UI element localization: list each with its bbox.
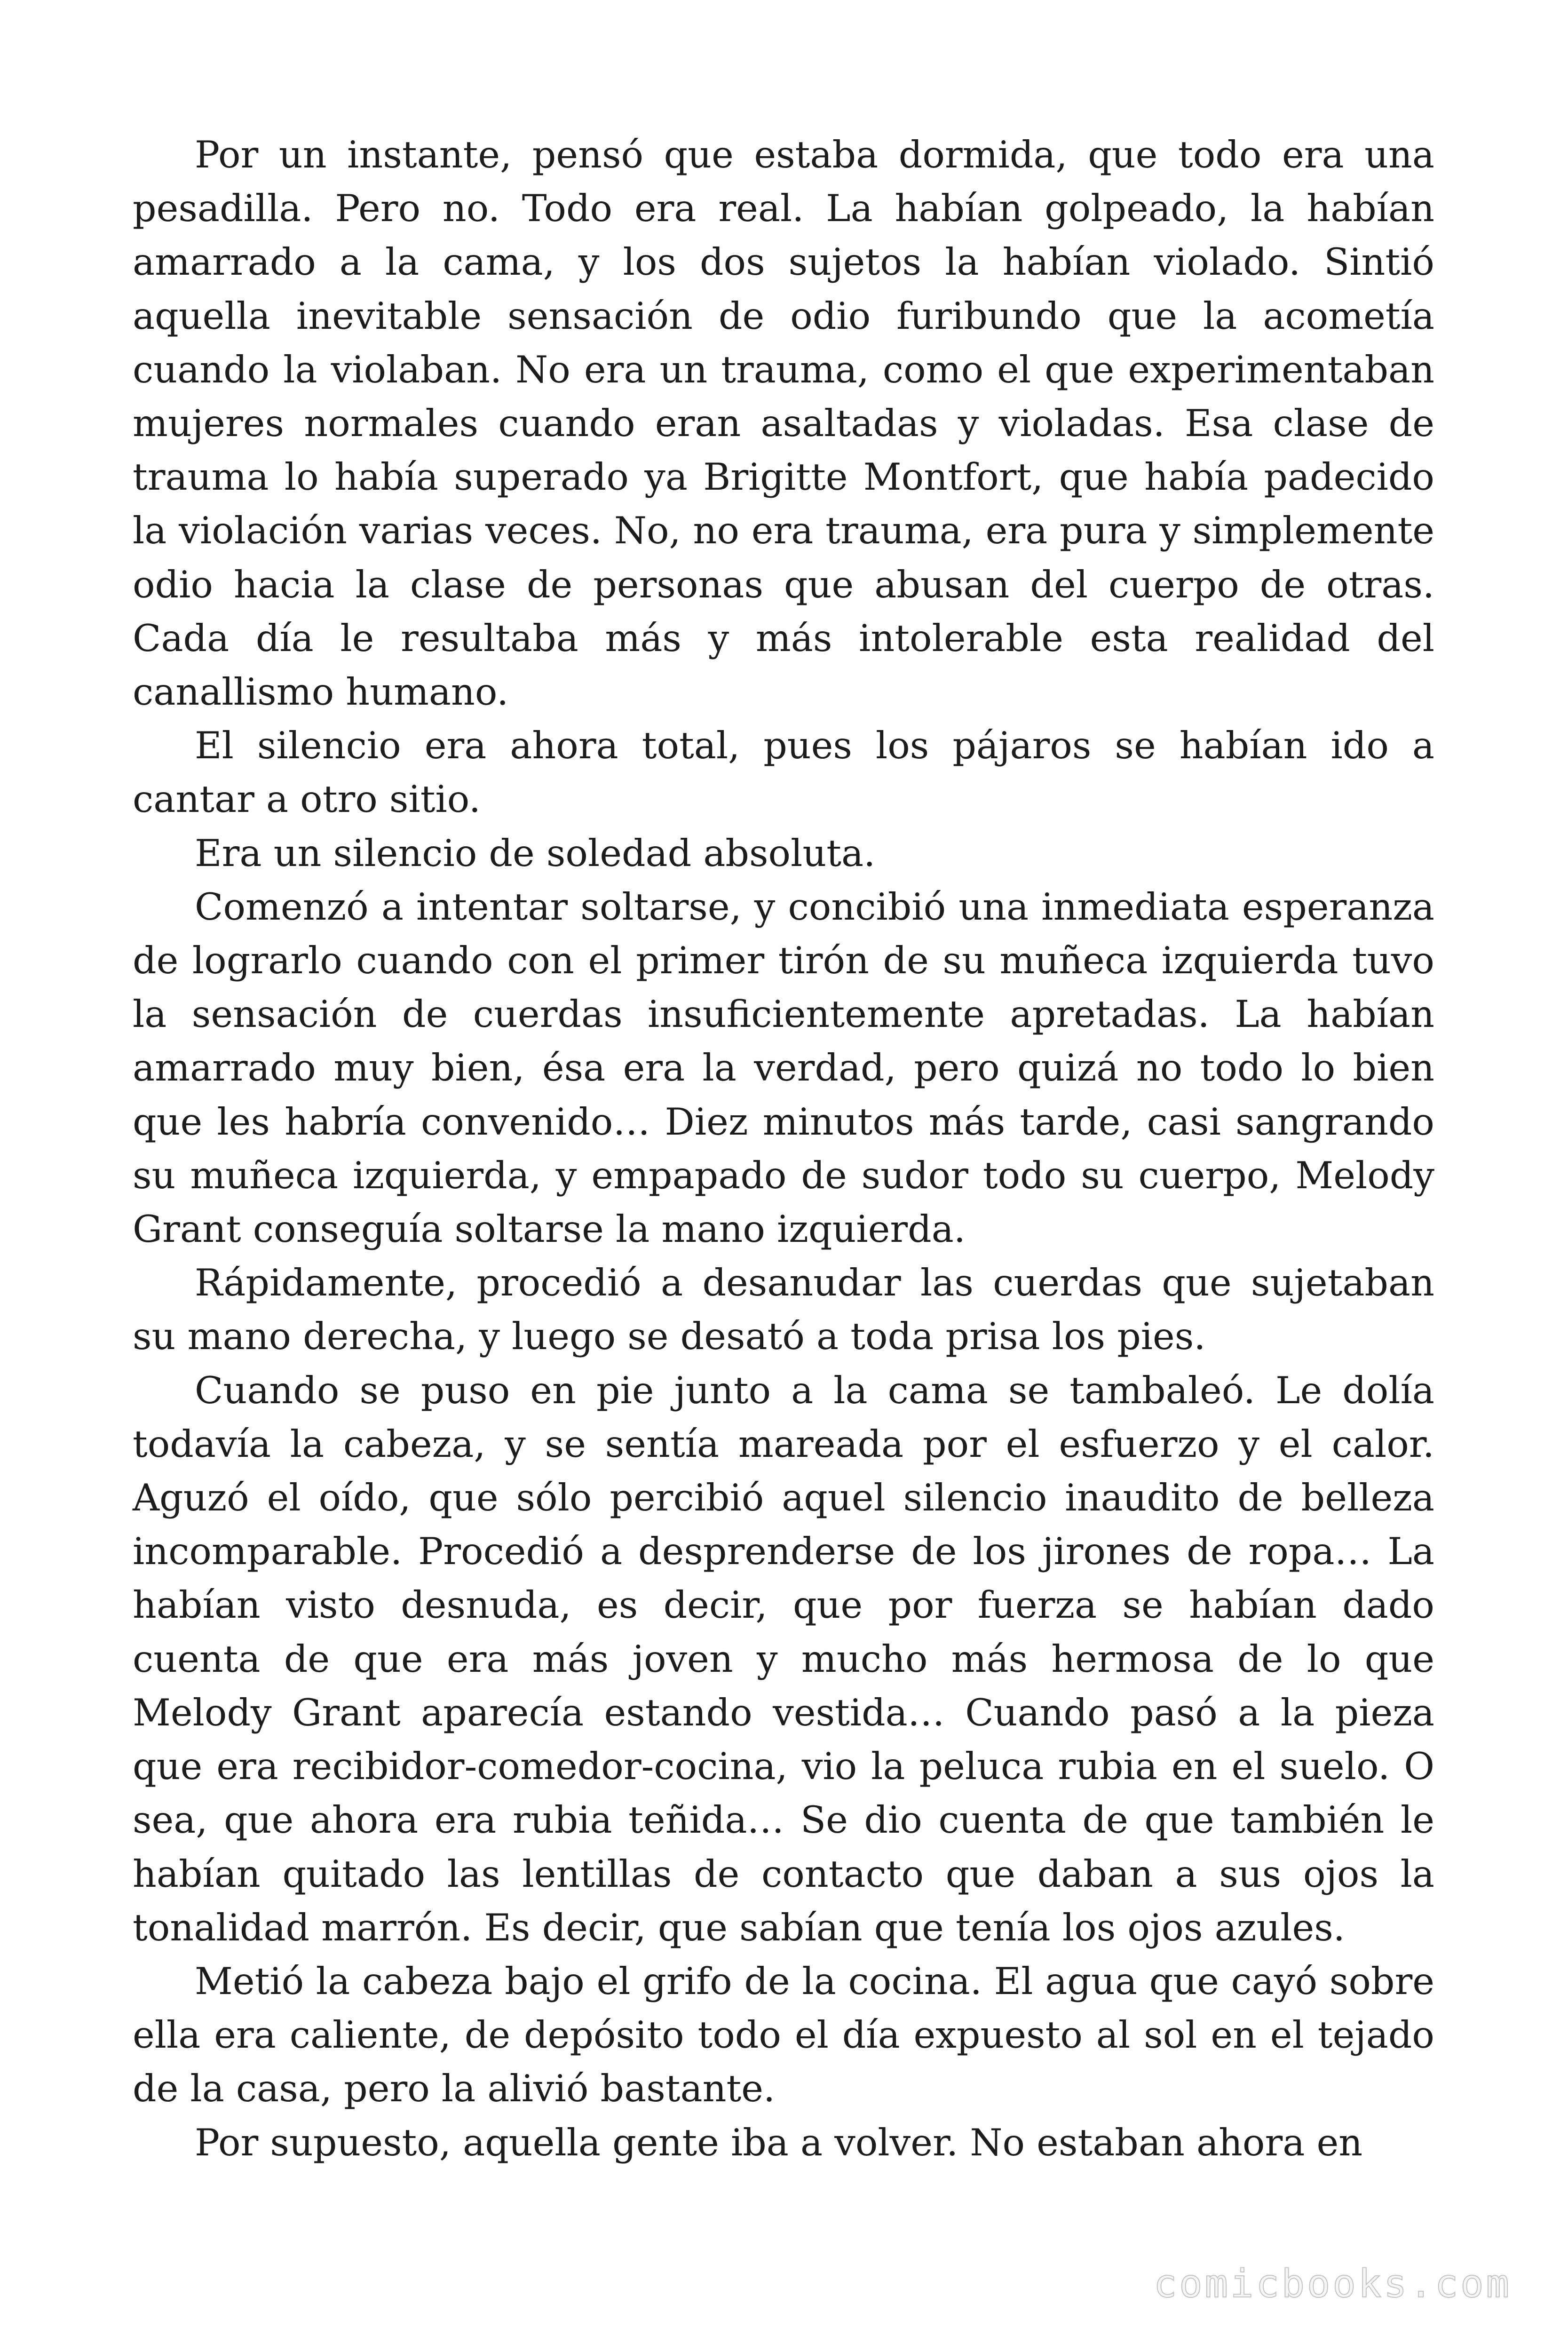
paragraph-7: Metió la cabeza bajo el grifo de la cocina. El agua que cayó sobre ella era caliente, de depósito todo el día expuesto al sol en el tejado de la casa, pero la alivió bastante. xyxy=(133,1959,1434,2111)
watermark: comicbooks.com xyxy=(1153,2262,1512,2306)
paragraph-2: El silencio era ahora total, pues los pájaros se habían ido a cantar a otro sitio. xyxy=(133,724,1434,821)
body-text xyxy=(133,128,1434,2169)
paragraph-1: Por un instante, pensó que estaba dormida, que todo era una pesadilla. Pero no. Todo era real. La habían golpeado, la habían amarrado a la cama, y los dos sujetos la habían violado. Sintió aquella inevitable sensación de odio furibundo que la acometía cuando la violaban. No era un trauma, como el que experimentaban mujeres normales cuando eran asaltadas y violadas. Esa clase de trauma lo había superado ya Brigitte Montfort, que había padecido la violación varias veces. No, no era trauma, era pura y simplemente odio hacia la clase de personas que abusan del cuerpo de otras. Cada día le resultaba más y más intolerable esta realidad del canallismo humano. xyxy=(133,133,1434,714)
paragraph-3: Era un silencio de soledad absoluta. xyxy=(195,831,876,875)
paragraph-8: Por supuesto, aquella gente iba a volver. No estaban ahora en xyxy=(195,2121,1363,2164)
paragraph-4: Comenzó a intentar soltarse, y concibió una inmediata esperanza de lograrlo cuando con el primer tirón de su muñeca izquierda tuvo la sensación de cuerdas insuficientemente apretadas. La habían amarrado muy bien, ésa era la verdad, pero quizá no todo lo bien que les habría convenido… Diez minutos más tarde, casi sangrando su muñeca izquierda, y empapado de sudor todo su cuerpo, Melody Grant conseguía soltarse la mano izquierda. xyxy=(133,885,1434,1251)
paragraph-6: Cuando se puso en pie junto a la cama se tambaleó. Le dolía todavía la cabeza, y se sentía mareada por el esfuerzo y el calor. Aguzó el oído, que sólo percibió aquel silencio inaudito de belleza incomparable. Procedió a desprenderse de los jirones de ropa… La habían visto desnuda, es decir, que por fuerza se habían dado cuenta de que era más joven y mucho más hermosa de lo que Melody Grant aparecía estando vestida… Cuando pasó a la pieza que era recibidor-comedor-cocina, vio la peluca rubia en el suelo. O sea, que ahora era rubia teñida… Se dio cuenta de que también le habían quitado las lentillas de contacto que daban a sus ojos la tonalidad marrón. Es decir, que sabían que tenía los ojos azules. xyxy=(133,1368,1434,1949)
paragraph-5: Rápidamente, procedió a desanudar las cuerdas que sujetaban su mano derecha, y luego se desató a toda prisa los pies. xyxy=(133,1261,1434,1359)
